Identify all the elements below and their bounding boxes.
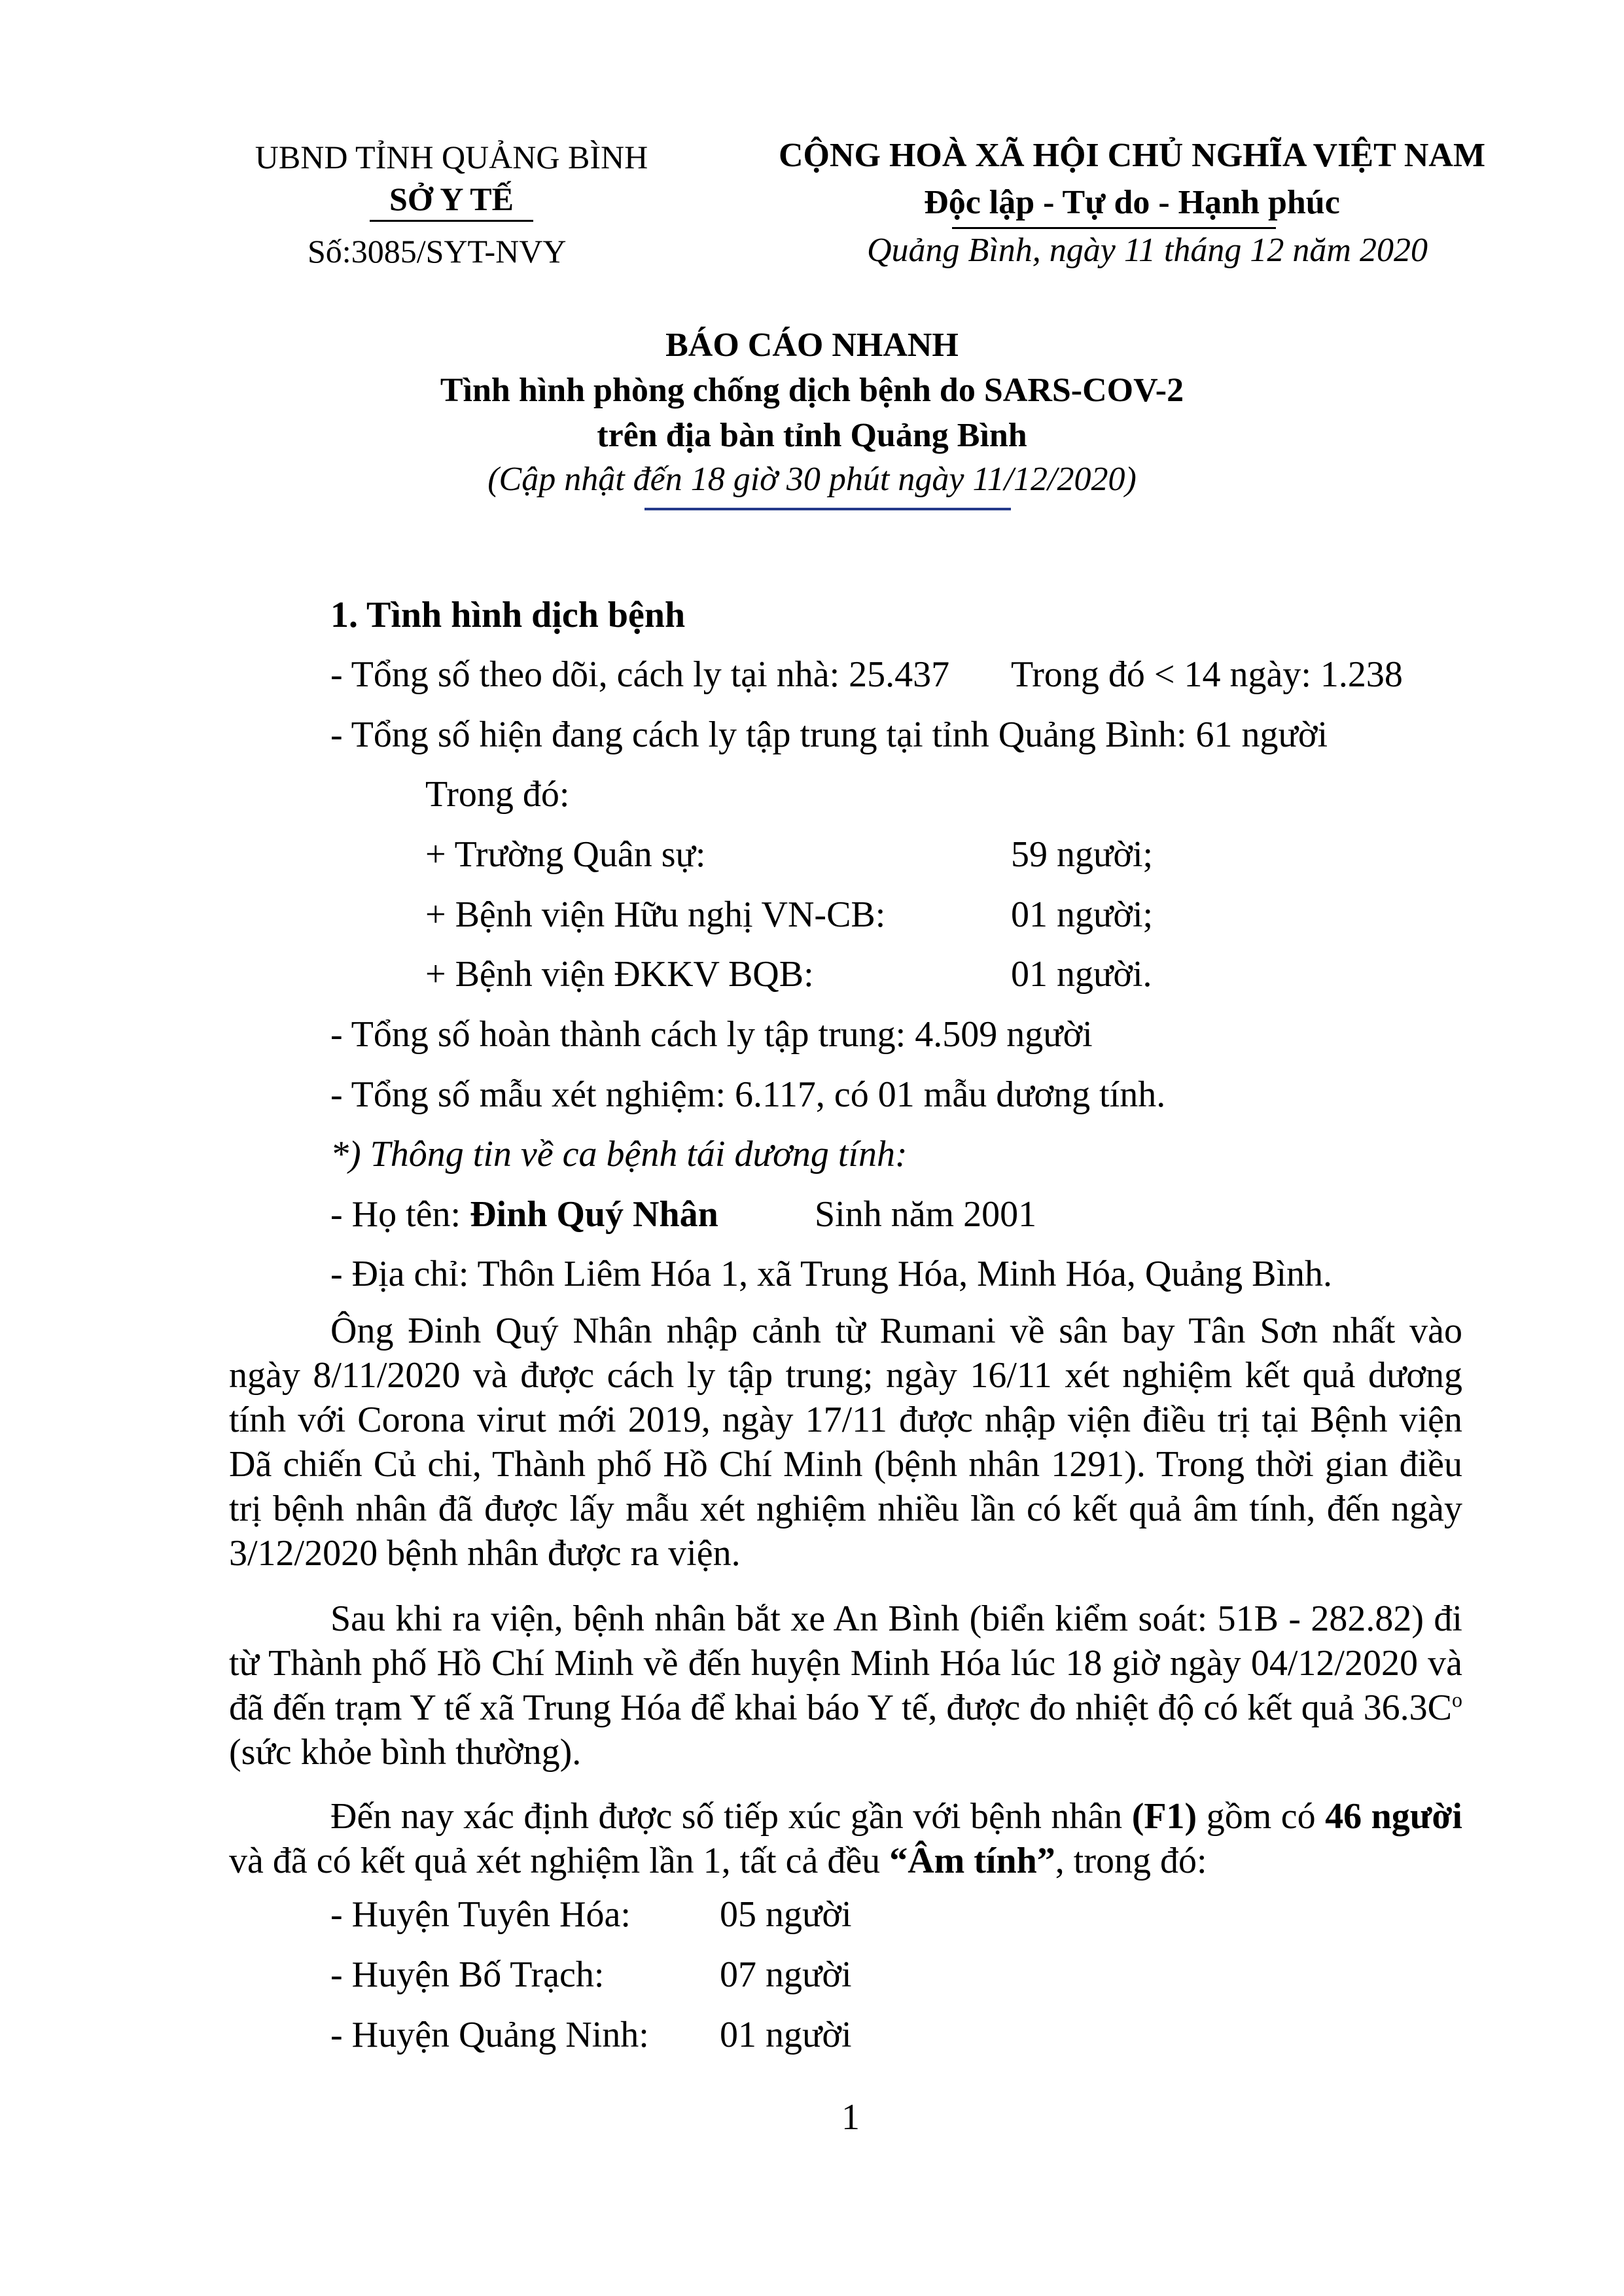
date-day: 11 — [1123, 232, 1156, 269]
within-label: Trong đó: — [425, 774, 570, 815]
district-name: - Huyện Bố Trạch: — [330, 1954, 605, 1995]
contacts-text — [229, 1794, 1462, 1883]
doc-number-value: 3085 — [351, 233, 417, 270]
doc-prefix: Số: — [308, 233, 351, 270]
degree-sup: o — [1452, 1687, 1462, 1712]
title-underline — [644, 508, 1011, 510]
district-count: 07 người — [720, 1954, 852, 1995]
date-suffix: tháng 12 năm 2020 — [1163, 232, 1428, 269]
patient-name: Đinh Quý Nhân — [470, 1194, 718, 1235]
patient-name-line — [330, 1191, 718, 1238]
district-name: - Huyện Tuyên Hóa: — [330, 1894, 631, 1935]
contact-count: 46 người — [1325, 1796, 1462, 1837]
test-samples: - Tổng số mẫu xét nghiệm: 6.117, có 01 mẫu dương tính. — [330, 1074, 1166, 1115]
home-isolation-total: - Tổng số theo dõi, cách ly tại nhà: 25.437 — [330, 654, 950, 695]
facility-count: 59 người; — [1011, 834, 1154, 875]
date-line — [867, 229, 1428, 272]
district-count: 01 người — [720, 2015, 852, 2055]
report-region: trên địa bàn tỉnh Quảng Bình — [597, 417, 1027, 454]
section-heading: 1. Tình hình dịch bệnh — [330, 595, 686, 635]
facility-count: 01 người; — [1011, 894, 1154, 935]
facility-name: + Bệnh viện ĐKKV BQB: — [425, 954, 814, 995]
case-history-text: Ông Đinh Quý Nhân nhập cảnh từ Rumani về sân bay Tân Sơn nhất vào ngày 8/11/2020 và được cách ly tập trung; ngày 16/11 xét nghiệm kết quả dương tính với Corona virut mới 2019, ngày 17/11 được nhập viện điều trị tại Bệnh viện Dã chiến Củ chi, Thành phố Hồ Chí Minh (bệnh nhân 1291). Trong thời gian điều trị bệnh nhân đã được lấy mẫu xét nghiệm nhiều lần có kết quả âm tính, đến ngày 3/12/2020 bệnh nhân được ra viện. — [229, 1311, 1462, 1574]
country-name: CỘNG HOÀ XÃ HỘI CHỦ NGHĨA VIỆT NAM — [778, 137, 1486, 174]
negative-result: “Âm tính” — [889, 1841, 1055, 1881]
contacts-b: gồm có — [1197, 1796, 1326, 1837]
facility-name: + Trường Quân sự: — [425, 834, 706, 875]
report-title: BÁO CÁO NHANH — [665, 327, 959, 364]
travel-main: Sau khi ra viện, bệnh nhân bắt xe An Bình (biển kiểm soát: 51B - 282.82) đi từ Thành phố Hồ Chí Minh về đến huyện Minh Hóa lúc 18 giờ ngày 04/12/2020 và đã đến trạm Y tế xã Trung Hóa để khai báo Y tế, được đo nhiệt độ có kết quả 36.3C — [229, 1598, 1462, 1728]
agency-underline — [370, 220, 533, 222]
contacts-d: , trong đó: — [1055, 1841, 1207, 1881]
completed-isolation: - Tổng số hoàn thành cách ly tập trung: 4.509 người — [330, 1014, 1093, 1055]
agency-sub: SỞ Y TẾ — [389, 181, 514, 217]
paragraph-travel — [229, 1597, 1462, 1775]
date-prefix: Quảng Bình, ngày — [867, 232, 1116, 269]
doc-number — [308, 230, 566, 272]
central-isolation-total: - Tổng số hiện đang cách ly tập trung tại tỉnh Quảng Bình: 61 người — [330, 715, 1328, 755]
f1-label: (F1) — [1131, 1796, 1197, 1837]
facility-count: 01 người. — [1011, 954, 1152, 995]
report-update-time: (Cập nhật đến 18 giờ 30 phút ngày 11/12/2020) — [487, 461, 1137, 498]
paragraph-case-history — [229, 1309, 1462, 1576]
doc-suffix: /SYT-NVY — [416, 233, 567, 270]
report-subtitle: Tình hình phòng chống dịch bệnh do SARS-COV-2 — [440, 372, 1184, 409]
patient-birth-year: Sinh năm 2001 — [815, 1194, 1037, 1235]
travel-text — [229, 1597, 1462, 1775]
district-name: - Huyện Quảng Ninh: — [330, 2015, 649, 2055]
contacts-a: Đến nay xác định được số tiếp xúc gần với bệnh nhân — [330, 1796, 1132, 1837]
motto: Độc lập - Tự do - Hạnh phúc — [924, 184, 1340, 221]
name-prefix: - Họ tên: — [330, 1194, 470, 1235]
case-info-heading: *) Thông tin về ca bệnh tái dương tính: — [330, 1134, 908, 1174]
travel-tail: (sức khỏe bình thường). — [229, 1732, 582, 1773]
home-isolation-under14: Trong đó < 14 ngày: 1.238 — [1011, 654, 1403, 695]
paragraph-contacts — [229, 1794, 1462, 1883]
contacts-c: và đã có kết quả xét nghiệm lần 1, tất cả đều — [229, 1841, 890, 1881]
page-number: 1 — [841, 2097, 860, 2138]
patient-address: - Địa chỉ: Thôn Liêm Hóa 1, xã Trung Hóa, Minh Hóa, Quảng Bình. — [330, 1254, 1333, 1294]
agency-top: UBND TỈNH QUẢNG BÌNH — [255, 139, 648, 175]
district-count: 05 người — [720, 1894, 852, 1935]
facility-name: + Bệnh viện Hữu nghị VN-CB: — [425, 894, 886, 935]
